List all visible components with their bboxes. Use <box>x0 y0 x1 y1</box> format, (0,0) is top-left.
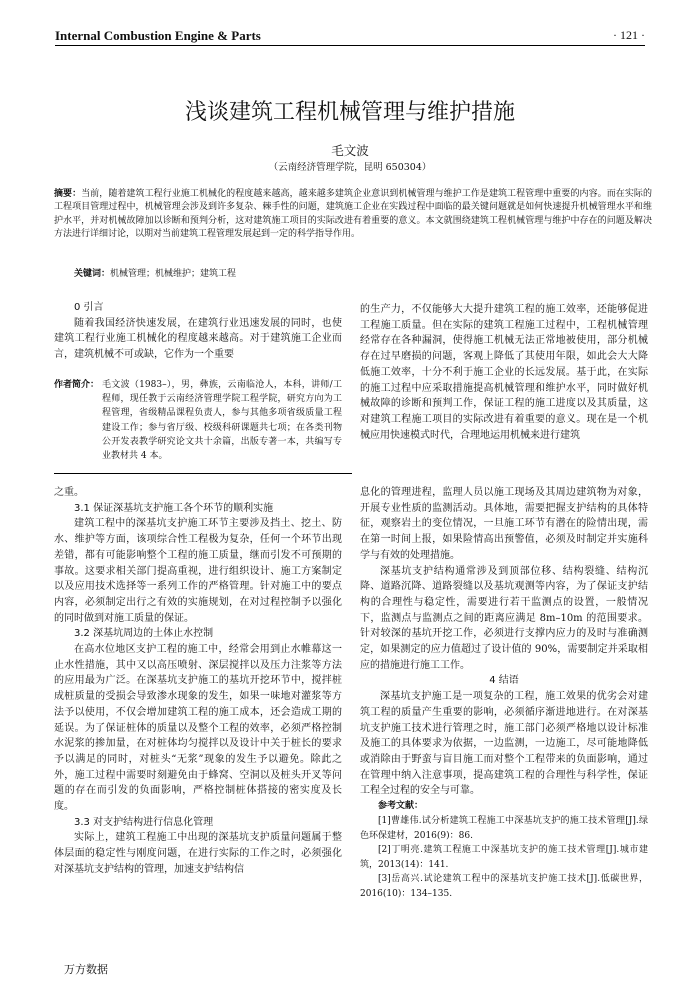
continued-text: 之重。 <box>54 487 84 498</box>
author-name: 毛文波 <box>331 143 369 158</box>
section-3-1-paragraph: 建筑工程中的深基坑支护施工环节主要涉及挡土、挖土、防水、维护等方面，该项综合性工程极为复杂，任何一个环节出现差错，都有可能影响整个工程的施工质量，继而引发不可预期的事故。这要求相关部门提高重视，进行组织设计、施工方案制定以及应用技术选择等一系列工作的严格管理。针对施工中的要点内容，必须制定出行之有效的实施规划，在对过程控制予以强化的同时做到对施工质量的保证。 <box>54 518 342 624</box>
reference-item: [3]岳高兴.试论建筑工程中的深基坑支护施工技术[J].低碳世界，2016(10)：134–135. <box>360 874 648 899</box>
left-column-bottom <box>54 485 342 878</box>
monitoring-paragraph-2: 深基坑支护结构通常涉及到顶部位移、结构裂缝、结构沉降、道路沉降、道路裂缝以及基坑观测等内容，为了保证支护结构的合理性与稳定性，需要进行若干监测点的设置，一般情况下，监测点与监测点之间的距离应满足 8m–10m 的范围要求。针对较深的基坑开挖工作，必须进行支撑内应力的及时与准确测定，如果测定的应力值超过了设计值的 90%，需要制定并采取相应的措施进行施工工作。 <box>360 565 648 671</box>
section-3-2-heading: 3.2 深基坑周边的土体止水控制 <box>74 628 214 640</box>
right-column-bottom <box>360 485 648 901</box>
section-3-3-paragraph: 实际上，建筑工程施工中出现的深基坑支护质量问题属于整体层面的稳定性与刚度问题，在进行实际的工作之时，必须强化对深基坑支护结构的管理，加速支护结构信 <box>54 832 342 875</box>
section-3-2-paragraph: 在高水位地区支护工程的施工中，经常会用到止水帷幕这一止水性措施，其中又以高压喷射、深层搅拌以及压力注浆等方法的应用最为广泛。在深基坑支护施工的基坑开挖环节中，搅拌桩成桩质量的受损会导致渗水现象的发生，如果一味地对灌浆等方法予以使用，不仅会增加建筑工程的施工成本，还会造成工期的延误。为了保证桩体的质量以及整个工程的效率，必须严格控制水泥浆的掺加量，在对桩体均匀搅拌以及设计中关于桩长的要求予以满足的同时，对桩头“无浆”现象的发生予以避免。除此之外，施工过程中需要时刻避免由于蜂窝、空洞以及桩头开叉等问题的存在而引发的负面影响，严格控制桩体搭接的密实度及长度。 <box>54 644 342 813</box>
header-rule <box>55 45 645 46</box>
journal-name: Internal Combustion Engine & Parts <box>55 28 261 43</box>
abstract <box>54 188 652 242</box>
keywords <box>74 266 652 279</box>
article-title: 浅谈建筑工程机械管理与维护措施 <box>184 100 515 125</box>
author-bio <box>54 378 342 463</box>
keywords-text: 机械管理；机械维护；建筑工程 <box>110 269 237 279</box>
conclusion-paragraph: 深基坑支护施工是一项复杂的工程，施工效果的优劣会对建筑工程的质量产生重要的影响，必须循序渐进地进行。在对深基坑支护施工技术进行管理之时，施工部门必须严格地以设计标准及施工的具体要求为依据，一边监测，一边施工，尽可能地降低或消除由于野蛮与盲目施工而对整个工程带来的负面影响，通过在管理中纳入注意事项，提高建筑工程的合理性与科学性，保证工程全过程的安全与可靠。 <box>360 691 648 797</box>
intro-paragraph: 随着我国经济快速发展，在建筑行业迅速发展的同时，也使建筑工程行业施工机械化的程度越来越高。对于建筑施工企业而言，建筑机械不可或缺，它作为一个重要 <box>54 317 342 361</box>
conclusion-heading: 4 结语 <box>489 675 519 687</box>
bio-label: 作者简介： <box>54 380 100 390</box>
abstract-text: 当前，随着建筑工程行业施工机械化的程度越来越高，越来越多建筑企业意识到机械管理与维护工作是建筑工程管理中重要的内容。而在实际的工程项目管理过程中，机械管理会涉及到许多复杂、棘手性的问题，建筑施工企业在实践过程中面临的最关键问题就是如何快速提升机械管理水平和维护水平，并对机械故障加以诊断和预判分析，这对建筑施工项目的实际改进有着重要的意义。本文就围绕建筑工程机械管理与维护中存在的问题及解决方法进行详细讨论，以期对当前建筑工程管理发展起到一定的科学指导作用。 <box>54 189 652 240</box>
section-3-1-heading: 3.1 保证深基坑支护施工各个环节的顺利实施 <box>74 502 274 514</box>
running-header <box>55 24 645 44</box>
references-heading: 参考文献： <box>378 801 424 812</box>
keywords-label: 关键词： <box>74 269 111 279</box>
left-column-top <box>54 300 342 363</box>
intro-heading: 0 引言 <box>74 302 104 313</box>
author-affiliation: （云南经济管理学院，昆明 650304） <box>268 162 432 173</box>
right-top-paragraph: 的生产力，不仅能够大大提升建筑工程的施工效率，还能够促进工程施工质量。但在实际的建筑工程施工过程中，工程机械管理经常存在各种漏洞，使得施工机械无法正常地被使用，部分机械存在过早磨损的问题，客观上降低了其使用年限，如此会大大降低施工效率，十分不利于施工企业的长远发展。基于此，在实际的施工过程中应采取措施提高机械管理和维护水平，同时做好机械故障的诊断和预判工作，保证工程的施工进度以及其质量，这对建筑工程施工项目的实际改进有着重要的意义。现在是一个机械应用快速模式时代，合理地运用机械来进行建筑 <box>360 304 648 441</box>
right-column-top <box>360 302 648 443</box>
bio-text: 毛文波（1983–），男，彝族，云南临沧人，本科，讲师/工程师，现任教于云南经济管理学院工程学院，研究方向为工程管理，省级精品课程负责人，参与其他多项省级质量工程建设工作；参与省厅级、校级科研课题共七项；在各类刊物公开发表教学研究论文共十余篇，出版专著一本，共编写专业教材共 4 本。 <box>102 380 342 462</box>
abstract-label: 摘要： <box>54 189 82 199</box>
monitoring-paragraph-1: 息化的管理进程，监理人员以施工现场及其周边建筑物为对象，开展专业性质的监测活动。具体地，需要把握支护结构的具体特征，观察岩土的变位情况，一旦施工环节有潜在的险情出现，需在第一时间上报，如果险情高出预警值，必须及时制定并实施科学与有效的处理措施。 <box>360 487 648 561</box>
database-watermark: 万方数据 <box>64 963 108 976</box>
section-divider <box>54 473 352 474</box>
section-3-3-heading: 3.3 对支护结构进行信息化管理 <box>74 816 214 828</box>
reference-item: [1]曹雄伟.试分析建筑工程施工中深基坑支护的施工技术管理[J].绿色环保建材，2016(9)：86. <box>360 816 648 841</box>
page-number: · 121 · <box>613 28 645 42</box>
reference-item: [2]丁明亮.建筑工程施工中深基坑支护的施工技术管理[J].城市建筑，2013(14)：141. <box>360 845 648 870</box>
